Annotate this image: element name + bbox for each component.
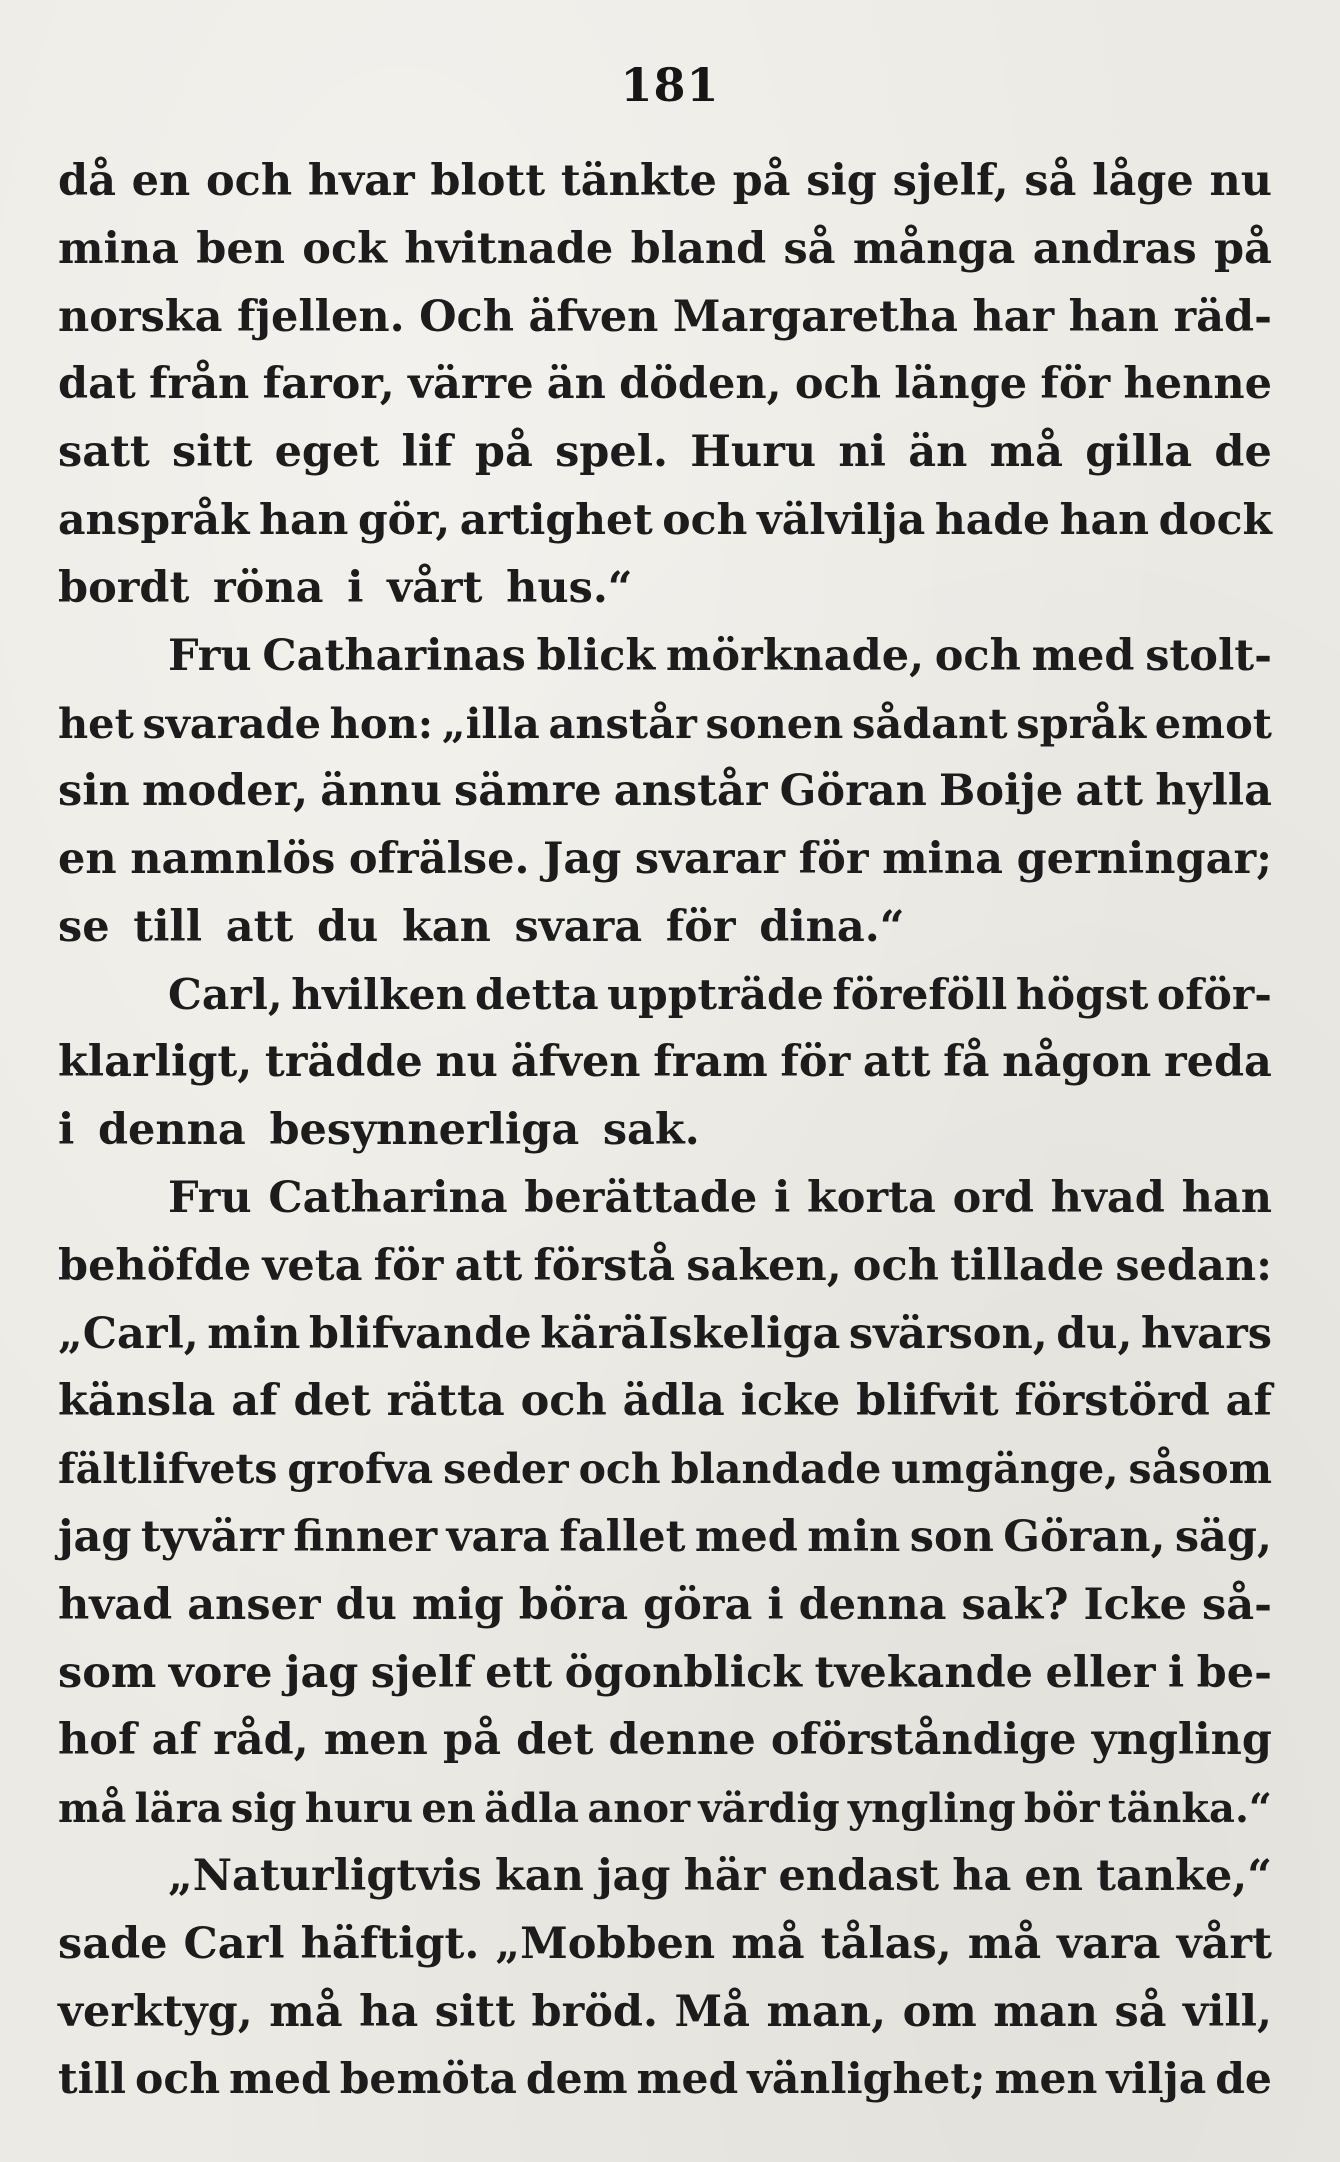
word: klarligt, — [58, 1037, 253, 1088]
word: det — [516, 1715, 594, 1766]
text-line — [58, 690, 1272, 758]
text-line — [58, 419, 1272, 487]
word: för — [798, 833, 869, 884]
word: tvekande — [814, 1647, 1034, 1698]
word: dina.“ — [759, 901, 905, 952]
word: du, — [1056, 1308, 1133, 1359]
word: svara — [514, 901, 643, 952]
text-line — [58, 216, 1272, 284]
word: hvars — [1140, 1308, 1272, 1359]
word: en — [58, 833, 117, 884]
word: vara — [1057, 1918, 1161, 1969]
word: har — [972, 291, 1055, 342]
word: en — [131, 156, 191, 206]
word: känsla — [58, 1376, 216, 1427]
word: Catharina — [268, 1172, 508, 1223]
word: endast — [778, 1850, 940, 1901]
page-number: 181 — [620, 58, 720, 112]
word: mina — [58, 223, 179, 274]
word: sämre — [454, 766, 602, 817]
word: bland — [630, 223, 767, 274]
word: om — [902, 1986, 977, 2037]
word: så — [783, 223, 836, 274]
word: här — [683, 1850, 766, 1901]
word: må — [967, 1918, 1042, 1969]
word: blandade — [670, 1445, 882, 1494]
word: svärson, — [848, 1308, 1048, 1359]
word: vore — [168, 1647, 273, 1698]
word: han — [1068, 291, 1160, 342]
word: döden, — [619, 359, 782, 410]
word: råd, — [213, 1715, 309, 1766]
word: med — [636, 2054, 739, 2105]
word: hvitnade — [404, 223, 614, 274]
word: man, — [766, 1986, 887, 2037]
text-line — [58, 1775, 1272, 1843]
word: Catharinas — [262, 630, 526, 681]
word: „Carl, — [58, 1308, 199, 1359]
word: nu — [435, 1037, 498, 1088]
word: då — [58, 156, 116, 206]
word: ädla — [622, 1376, 725, 1427]
word: besynnerliga — [269, 1105, 580, 1156]
word: de — [1214, 427, 1272, 478]
word: såsom — [1128, 1445, 1272, 1494]
word: jag — [596, 1850, 671, 1901]
word: och — [520, 1376, 607, 1427]
word: men — [323, 1715, 428, 1766]
word: och — [794, 359, 881, 410]
word: Fru — [168, 630, 252, 681]
word: sitt — [172, 427, 253, 478]
text-line — [58, 826, 1272, 894]
word: må — [731, 1918, 805, 1969]
word: förstå — [533, 1240, 676, 1291]
text-line — [58, 555, 1272, 623]
text-line — [58, 1436, 1272, 1504]
word: räd- — [1173, 291, 1272, 342]
word: denna — [798, 1579, 947, 1630]
word: mina — [882, 833, 1004, 884]
word: och — [852, 1240, 939, 1291]
word: emot — [1154, 699, 1272, 749]
text-line — [58, 148, 1272, 216]
word: anspråk — [58, 494, 250, 545]
word: han — [1059, 494, 1149, 545]
word: oför- — [1156, 969, 1272, 1020]
word: vårt — [1176, 1918, 1272, 1969]
word: blott — [430, 156, 546, 206]
word: Fru — [168, 1172, 252, 1223]
word: bör — [1023, 1785, 1100, 1833]
word: med — [1031, 630, 1135, 681]
text-line — [58, 1911, 1272, 1979]
word: ha — [359, 1986, 419, 2037]
word: yngling — [1091, 1715, 1272, 1766]
word: Jag — [543, 833, 622, 884]
word: vänlighet; — [747, 2054, 986, 2105]
word: ord — [952, 1172, 1034, 1223]
text-line — [58, 1979, 1272, 2047]
word: hylla — [1155, 766, 1272, 817]
word: sak? — [961, 1579, 1069, 1630]
word: i — [347, 562, 364, 613]
word: och — [662, 494, 748, 545]
word: bemöta — [339, 2054, 517, 2105]
word: af — [231, 1376, 278, 1427]
word: sak. — [602, 1105, 700, 1156]
word: faror, — [262, 359, 395, 410]
word: gör, — [357, 494, 451, 545]
word: vara — [446, 1511, 550, 1562]
word: moder, — [141, 766, 309, 817]
word: ha — [952, 1850, 1012, 1901]
word: blifvande — [308, 1308, 532, 1359]
body-text — [58, 148, 1272, 2114]
word: se — [58, 901, 110, 952]
word: Och — [419, 291, 514, 342]
word: att — [862, 1037, 931, 1088]
word: het — [58, 699, 134, 749]
word: på — [474, 427, 533, 478]
word: ofrälse. — [348, 833, 530, 884]
word: så — [1024, 156, 1077, 206]
word: behöfde — [58, 1240, 252, 1291]
word: andras — [1032, 223, 1197, 274]
word: Boije — [939, 766, 1064, 817]
word: fjellen. — [236, 291, 405, 342]
word: i — [1167, 1647, 1185, 1698]
word: för — [373, 1240, 444, 1291]
word: sade — [58, 1918, 168, 1969]
word: förstörd — [1014, 1376, 1210, 1427]
word: jag — [284, 1647, 359, 1698]
word: än — [546, 359, 606, 410]
word: än — [908, 427, 968, 478]
word: Icke — [1083, 1579, 1187, 1630]
word: må — [269, 1986, 343, 2037]
word: få — [943, 1037, 990, 1088]
word: hvar — [307, 156, 415, 206]
word: att — [1075, 766, 1144, 817]
word: ett — [485, 1647, 553, 1698]
word: tålas, — [820, 1918, 952, 1969]
word: sig — [806, 156, 877, 206]
word: i — [58, 1105, 75, 1156]
word: af — [151, 1715, 198, 1766]
word: artighet — [459, 494, 653, 545]
text-line — [58, 1504, 1272, 1572]
word: tänka.“ — [1107, 1785, 1272, 1833]
word: seder — [443, 1445, 569, 1494]
word: och — [206, 156, 293, 206]
text-line — [58, 962, 1272, 1030]
word: gilla — [1085, 427, 1193, 478]
word: dem — [525, 2054, 628, 2105]
word: „Mobben — [495, 1918, 716, 1969]
word: sjelf, — [892, 156, 1009, 206]
word: detta — [475, 969, 599, 1020]
word: för — [1040, 359, 1111, 410]
word: umgänge, — [891, 1445, 1119, 1494]
word: finner — [293, 1511, 438, 1562]
word: du — [335, 1579, 397, 1630]
word: bordt — [58, 562, 190, 613]
word: svarar — [634, 833, 786, 884]
text-line — [58, 1843, 1272, 1911]
word: stolt- — [1145, 630, 1272, 681]
word: och — [578, 1445, 661, 1494]
word: blick — [536, 630, 656, 681]
word: värre — [408, 359, 534, 410]
word: Huru — [690, 427, 817, 478]
word: jag — [58, 1511, 132, 1562]
word: Göran — [779, 766, 927, 817]
text-line — [58, 1165, 1272, 1233]
word: sin — [58, 766, 130, 817]
word: med — [229, 2054, 331, 2105]
text-line — [58, 351, 1272, 419]
word: länge — [894, 359, 1028, 410]
word: hade — [934, 494, 1051, 545]
word: Carl, — [168, 969, 283, 1020]
word: satt — [58, 427, 150, 478]
word: mörknade, — [665, 630, 925, 681]
word: en — [421, 1785, 476, 1833]
word: man — [993, 1986, 1098, 2037]
word: yngling — [847, 1785, 1016, 1833]
word: med — [694, 1511, 798, 1562]
word: son — [909, 1511, 994, 1562]
word: du — [316, 901, 379, 952]
word: sig — [230, 1785, 297, 1833]
word: må — [58, 1785, 127, 1833]
word: käräIskeliga — [540, 1308, 841, 1359]
word: tyvärr — [140, 1511, 284, 1562]
word: för — [665, 901, 736, 952]
word: huru — [304, 1785, 414, 1833]
word: henne — [1123, 359, 1272, 410]
word: „Naturligtvis — [168, 1850, 482, 1901]
word: anstår — [548, 699, 697, 749]
word: trädde — [264, 1037, 423, 1088]
word: lära — [134, 1785, 223, 1833]
word: det — [293, 1376, 371, 1427]
word: häftigt. — [300, 1918, 480, 1969]
word: till — [133, 901, 203, 952]
word: spel. — [555, 427, 669, 478]
word: högst — [1015, 969, 1149, 1020]
word: Margaretha — [672, 291, 958, 342]
word: äfven — [510, 1037, 641, 1088]
text-line — [58, 284, 1272, 352]
word: be- — [1196, 1647, 1272, 1698]
word: ock — [302, 223, 387, 274]
word: sitt — [434, 1986, 516, 2037]
word: böra — [518, 1579, 629, 1630]
word: min — [807, 1511, 901, 1562]
word: af — [1225, 1376, 1272, 1427]
word: ädla — [484, 1785, 580, 1833]
word: fältlifvets — [58, 1445, 278, 1494]
word: sedan: — [1115, 1240, 1272, 1291]
word: gerningar; — [1016, 833, 1272, 884]
word: föreföll — [832, 969, 1008, 1020]
text-line — [58, 623, 1272, 691]
text-line — [58, 1097, 1272, 1165]
text-line — [58, 1233, 1272, 1301]
word: från — [149, 359, 250, 410]
word: saken, — [686, 1240, 842, 1291]
word: bröd. — [531, 1986, 658, 2037]
word: dock — [1158, 494, 1272, 545]
word: hvad — [58, 1579, 173, 1630]
word: veta — [262, 1240, 363, 1291]
word: min — [207, 1308, 301, 1359]
word: blifvit — [856, 1376, 999, 1427]
word: norska — [58, 291, 223, 342]
word: så- — [1202, 1579, 1272, 1630]
word: hvad — [1050, 1172, 1165, 1223]
word: för — [780, 1037, 851, 1088]
word: anstår — [613, 766, 768, 817]
word: svarade — [142, 699, 321, 749]
word: verktyg, — [58, 1986, 253, 2037]
word: till — [58, 2054, 127, 2105]
text-line — [58, 1572, 1272, 1640]
word: på — [1213, 223, 1272, 274]
word: äfven — [528, 291, 659, 342]
word: sjelf — [370, 1647, 473, 1698]
word: en — [1024, 1850, 1084, 1901]
word: namnlös — [130, 833, 336, 884]
word: anser — [187, 1579, 321, 1630]
word: tillade — [950, 1240, 1105, 1291]
word: lif — [401, 427, 453, 478]
word: men — [994, 2054, 1098, 2105]
word: sådant — [852, 699, 1008, 749]
word: han — [1181, 1172, 1272, 1223]
text-line — [58, 758, 1272, 826]
word: vilja — [1106, 2054, 1207, 2105]
word: ni — [838, 427, 886, 478]
word: vårt — [387, 562, 483, 613]
text-line — [58, 2046, 1272, 2114]
word: tanke,“ — [1096, 1850, 1272, 1901]
word: berättade — [524, 1172, 758, 1223]
text-line — [58, 1707, 1272, 1775]
word: låge — [1092, 156, 1194, 206]
word: mig — [411, 1579, 504, 1630]
word: dat — [58, 359, 136, 410]
word: rätta — [386, 1376, 505, 1427]
word: uppträde — [607, 969, 824, 1020]
word: på — [732, 156, 791, 206]
word: icke — [740, 1376, 841, 1427]
word: de — [1215, 2054, 1272, 2105]
word: eller — [1045, 1647, 1156, 1698]
word: Göran, — [1003, 1511, 1166, 1562]
word: reda — [1163, 1037, 1272, 1088]
text-line — [58, 1640, 1272, 1708]
word: ögonblick — [564, 1647, 803, 1698]
word: han — [259, 494, 349, 545]
word: att — [454, 1240, 523, 1291]
word: någon — [1002, 1037, 1152, 1088]
word: tänkte — [560, 156, 717, 206]
word: fram — [653, 1037, 768, 1088]
word: i — [773, 1172, 791, 1223]
text-line — [58, 1368, 1272, 1436]
text-line — [58, 1301, 1272, 1369]
word: som — [58, 1647, 157, 1698]
text-line — [58, 894, 1272, 962]
word: vill, — [1183, 1986, 1272, 2037]
word: och — [135, 2054, 221, 2105]
word: kan — [401, 901, 491, 952]
word: värdig — [698, 1785, 840, 1833]
text-line — [58, 1029, 1272, 1097]
word: språk — [1016, 699, 1147, 749]
word: fallet — [559, 1511, 686, 1562]
word: denna — [97, 1105, 246, 1156]
word: hof — [58, 1715, 137, 1766]
word: ben — [196, 223, 285, 274]
word: eget — [274, 427, 380, 478]
word: korta — [807, 1172, 936, 1223]
word: i — [767, 1579, 784, 1630]
word: och — [934, 630, 1021, 681]
word: denne — [608, 1715, 756, 1766]
word: må — [989, 427, 1063, 478]
word: göra — [643, 1579, 753, 1630]
word: på — [443, 1715, 501, 1766]
text-line — [58, 487, 1272, 555]
word: många — [852, 223, 1016, 274]
word: hvilken — [291, 969, 467, 1020]
word: Må — [674, 1986, 750, 2037]
word: röna — [212, 562, 324, 613]
word: välvilja — [757, 494, 926, 545]
word: oförståndige — [770, 1715, 1077, 1766]
word: „illa — [441, 699, 540, 749]
word: att — [225, 901, 294, 952]
word: hus.“ — [506, 562, 633, 613]
word: ännu — [320, 766, 442, 817]
word: sonen — [705, 699, 844, 749]
word: säg, — [1174, 1511, 1272, 1562]
word: hon: — [329, 699, 434, 749]
word: så — [1114, 1986, 1167, 2037]
word: grofva — [287, 1445, 434, 1494]
word: anor — [587, 1785, 691, 1833]
word: nu — [1209, 156, 1272, 206]
word: Carl — [183, 1918, 285, 1969]
word: kan — [494, 1850, 584, 1901]
